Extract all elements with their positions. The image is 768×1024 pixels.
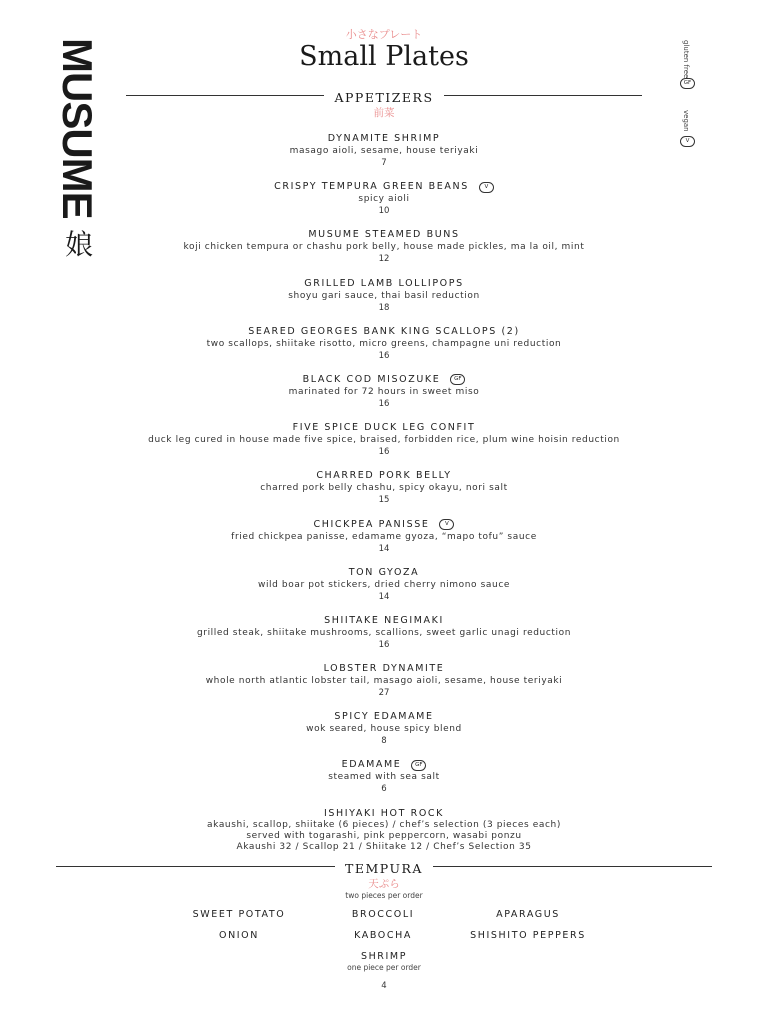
item-description: whole north atlantic lobster tail, masago aioli, sesame, house teriyaki [205,676,563,687]
section-title: TEMPURA [335,861,433,877]
item-name-text: SHIITAKE NEGIMAKI [324,614,444,626]
appetizer-list [0,126,768,853]
tempura-item: APARAGUS [496,909,560,920]
item-description: spicy aioli [358,194,410,205]
menu-item-ishiyaki [0,801,768,853]
item-name [342,759,427,771]
tempura-row [0,908,768,929]
item-name [324,663,445,675]
item-price: 16 [378,350,390,361]
item-name [334,711,433,723]
v-badge-icon: V [680,136,695,147]
tempura-row [0,929,768,950]
tempura-shrimp [0,950,768,973]
item-price: 7 [381,158,387,168]
menu-item [0,608,768,656]
v-badge-icon: V [439,519,454,530]
item-price: 12 [378,254,390,265]
menu-item [0,415,768,463]
item-price: 6 [381,784,387,795]
item-price: 16 [378,447,390,458]
item-name-text: GRILLED LAMB LOLLIPOPS [304,277,464,289]
item-name-text: DYNAMITE SHRIMP [327,133,441,144]
menu-item [0,271,768,319]
legend-label: vegan [682,110,690,132]
menu-item [0,704,768,752]
section-note: two pieces per order [345,891,423,900]
menu-item [0,126,768,174]
item-name [314,519,455,531]
item-description: fried chickpea panisse, edamame gyoza, “mapo tofu” sauce [231,531,537,542]
menu-item [0,319,768,367]
item-price: 16 [378,398,390,409]
item-name-text: SEARED GEORGES BANK KING SCALLOPS (2) [248,325,520,337]
tempura-item: SHISHITO PEPPERS [470,930,586,941]
item-description: duck leg cured in house made five spice, braised, forbidden rice, plum wine hoisin reduction [148,435,620,446]
item-name-text: BLACK COD MISOZUKE [302,373,441,385]
tempura-item: BROCCOLI [351,909,415,920]
item-description: wok seared, house spicy blend [306,724,462,735]
item-note: one piece per order [347,963,421,972]
item-name: SHRIMP [360,951,408,962]
item-name-text: CHICKPEA PANISSE [313,518,430,530]
item-description: grilled steak, shiitake mushrooms, scallions, sweet garlic unagi reduction [196,627,572,638]
page-title-jp: 小さなプレート [345,28,423,41]
item-description: masago aioli, sesame, house teriyaki [289,146,479,156]
gf-badge-icon: GF [680,78,695,89]
section-title-jp: 前菜 [373,107,395,119]
item-name-text: CRISPY TEMPURA GREEN BEANS [274,181,469,193]
item-name-text: CHARRED PORK BELLY [316,470,452,482]
gf-badge-icon: GF [450,374,465,385]
item-price: 8 [381,736,387,747]
item-price: 10 [378,206,390,217]
item-description: koji chicken tempura or chashu pork belly, house made pickles, ma la oil, mint [183,242,585,253]
item-description: akaushi, scallop, shiitake (6 pieces) / chef’s selection (3 pieces each) [207,819,561,830]
item-name-text: LOBSTER DYNAMITE [323,663,445,675]
item-prices: Akaushi 32 / Scallop 21 / Shiitake 12 / Chef’s Selection 35 [236,841,532,852]
item-name-text: ISHIYAKI HOT ROCK [324,807,444,819]
item-name-text: EDAMAME [341,759,402,771]
item-name-text: FIVE SPICE DUCK LEG CONFIT [292,422,476,434]
item-name [316,470,451,482]
menu-item [0,222,768,270]
menu-item [0,512,768,560]
menu-item [0,174,768,222]
brand-name: MUSUME [54,38,101,219]
tempura-price: 4 [381,981,387,991]
menu-item [0,560,768,608]
item-description: wild boar pot stickers, dried cherry nimono sauce [257,579,511,590]
tempura-item: SWEET POTATO [192,909,286,920]
item-description: steamed with sea salt [328,772,440,783]
menu-item [0,752,768,800]
item-description: two scallops, shiitake risotto, micro greens, champagne uni reduction [206,338,562,349]
item-name-text: TON GYOZA [348,566,420,578]
item-name [303,374,466,386]
tempura-item: KABOCHA [354,930,412,941]
section-title-jp: 天ぷら [368,878,400,890]
section-title: APPETIZERS [324,90,443,106]
item-price: 16 [378,639,390,650]
item-price: 27 [378,688,390,699]
item-name [248,326,520,338]
menu-item [0,367,768,415]
item-price: 15 [378,495,390,506]
v-badge-icon: V [479,182,494,193]
item-price: 14 [378,543,390,554]
legend-label: gluten free [682,40,690,79]
page-header [0,28,768,72]
item-name [324,615,444,627]
item-name [304,278,463,290]
item-description: served with togarashi, pink peppercorn, wasabi ponzu [246,830,522,841]
section-tempura-heading [0,858,768,901]
item-name [274,181,494,193]
item-name-text: SPICY EDAMAME [334,711,434,723]
item-price: 14 [378,591,390,602]
item-name [328,133,441,145]
section-appetizers-heading [0,87,768,120]
item-name [324,808,444,820]
item-name [293,422,476,434]
item-description: charred pork belly chashu, spicy okayu, nori salt [260,483,508,494]
page-title: Small Plates [299,41,469,72]
menu-item [0,656,768,704]
item-name [308,229,459,241]
item-name [349,567,419,579]
item-name-text: MUSUME STEAMED BUNS [308,229,460,241]
item-description: marinated for 72 hours in sweet miso [288,386,480,397]
tempura-item: ONION [219,930,259,941]
item-description: shoyu gari sauce, thai basil reduction [288,290,480,301]
item-price: 18 [378,302,390,313]
gf-badge-icon: GF [411,760,426,771]
menu-item [0,463,768,511]
brand-kanji: 娘 [64,227,93,261]
tempura-list [0,908,768,950]
